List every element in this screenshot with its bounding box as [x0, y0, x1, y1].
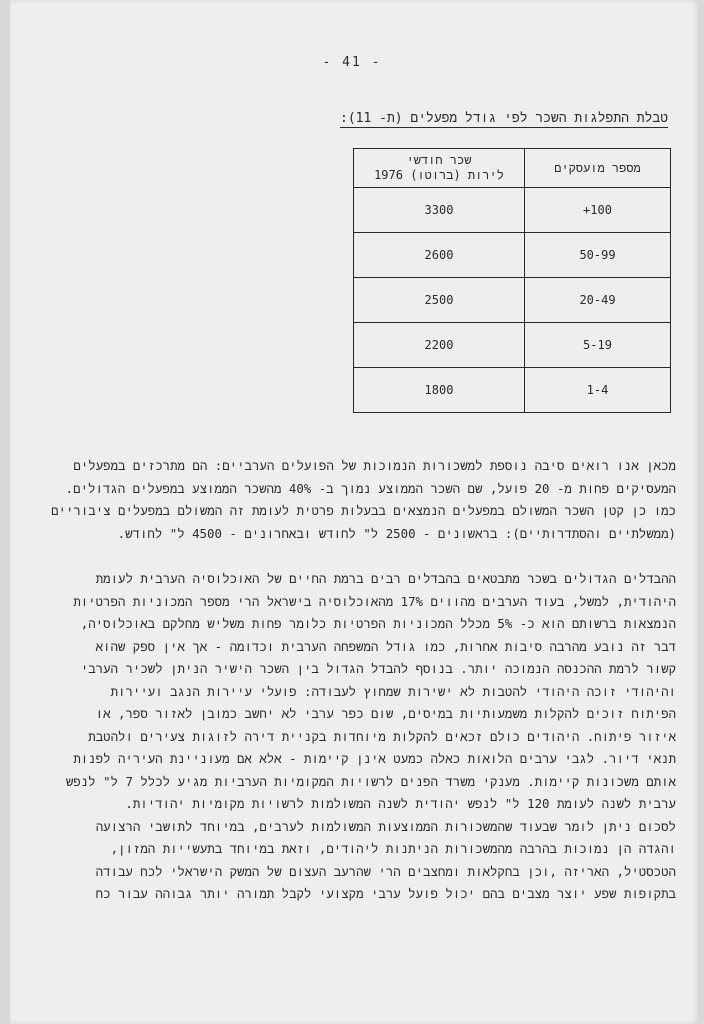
text-line: היהודית, למשל, בעוד הערבים מהווים 17% מהאוכלוסיה בישראל הרי מספר המכוניות הפרטיות	[73, 593, 676, 609]
paragraph-1	[30, 455, 676, 545]
column-header-employees: מספר מועסקים	[525, 149, 671, 188]
text-line: הטכסטיל, האריזה ,וכן בחקלאות ומחצבים הרי שהרעב העצום של המשק הישראלי לכח עבודה	[95, 863, 676, 879]
text-line: תנאי דיור. לגבי ערבים הלואות כאלה כמעט אינן קיימות - אלא אם מעוניינת העיריה לפנות	[73, 751, 676, 766]
employees-cell: 100+	[525, 188, 671, 233]
table-row	[354, 233, 671, 278]
text-line: מכאן אנו רואים סיבה נוספת למשכורות הנמוכות של הפועלים הערביים: הם מתרכזים במפעלים	[73, 458, 676, 473]
text-line: קשור לרמת ההכנסה הנמוכה יותר. בנוסף להבדל הגדול בין השכר הישיר הניתן לשכיר הערבי	[80, 661, 676, 676]
employees-cell: 20-49	[525, 278, 671, 323]
table-row	[354, 188, 671, 233]
wage-cell: 2500	[354, 278, 525, 323]
employees-cell: 5-19	[525, 323, 671, 368]
text-line: לסכום ניתן לומר שבעוד שהמשכורות הממוצעות המשולמות לערבים, במיוחד לתושבי הרצועה	[95, 818, 676, 834]
table-row	[354, 323, 671, 368]
text-line: בתקופות שפע יוצר מצבים בהם יכול פועל ערבי מקצועי לקבל תמורה יותר גבוהה עבור כח	[95, 886, 676, 901]
table-row	[354, 368, 671, 413]
wage-cell: 2600	[354, 233, 525, 278]
text-line: דבר זה נובע מהרבה סיבות אחרות, כמו גודל המשפחה הערבית וכדומה - אך אין ספק שהוא	[95, 638, 676, 654]
wage-cell: 1800	[354, 368, 525, 413]
text-line: כמו כן קטן השכר המשולם במפעלים הנמצאים בבעלות פרטית לעומת זה המשולם במפעלים ציבוריים	[51, 503, 676, 518]
wage-cell: 3300	[354, 188, 525, 233]
text-line: ההבדלים הגדולים בשכר מתבטאים בהבדלים רבים ברמת החיים של האוכלוסיה הערבית לעומת	[95, 571, 676, 586]
employees-cell: 1-4	[525, 368, 671, 413]
text-line: הנמצאות ברשותם הוא כ- 5% מכלל המכוניות הפרטיות כלומר פחות משליש מחלקם באוכלוסיה,	[80, 616, 676, 631]
table-row	[354, 278, 671, 323]
paragraph-2	[30, 568, 676, 906]
page-number: - 41 -	[322, 55, 382, 70]
text-line: אותם משכונות קיימות. מענקי משרד הפנים לרשויות המקומיות הערביות מגיע לכלל 7 ל" לנפש	[65, 773, 676, 789]
employees-cell: 50-99	[525, 233, 671, 278]
wage-table	[353, 148, 671, 413]
table-header-row	[354, 149, 671, 188]
text-line: והגדה הן נמוכות בהרבה מהמשכורות הניתנות ליהודים, וזאת במיוחד בתעשייות המזון,	[110, 841, 676, 856]
text-line: המעסיקים פחות מ- 20 פועל, שם השכר הממוצע נמוך ב- 40% מהשכר הממוצע במפעלים הגדולים.	[65, 480, 676, 496]
text-line: איזור פיתוח. היהודים כולם זכאים להקלות מיוחדות בקניית דירה לזוגות צעירים ולהטבת	[88, 728, 676, 744]
wage-cell: 2200	[354, 323, 525, 368]
text-line: (ממשלתיים והסתדרותיים): בראשונים - 2500 ל" לחודש ובאחרונים - 4500 ל" לחודש.	[117, 525, 676, 541]
text-line: והיהודי זוכה היהודי להטבות לא ישירות שמחוץ לעבודה: פועלי עיירות הנגב ועיירות	[110, 683, 676, 699]
column-header-wage: שכר חודשי לירות (ברוטו) 1976	[354, 149, 525, 188]
text-line: הפיתוח זוכים להקלות משמעותיות במיסים, שום כפר ערבי לא יחשב כמובן לאזור ספר, או	[95, 706, 676, 721]
table-title: טבלת התפלגות השכר לפי גודל מפעלים (ת- 11):	[340, 111, 668, 126]
text-line: ערבית לשנה לעומת 120 ל" לנפש יהודית לשנה המשולמות לרשויות מקומיות יהודיות.	[125, 796, 676, 811]
